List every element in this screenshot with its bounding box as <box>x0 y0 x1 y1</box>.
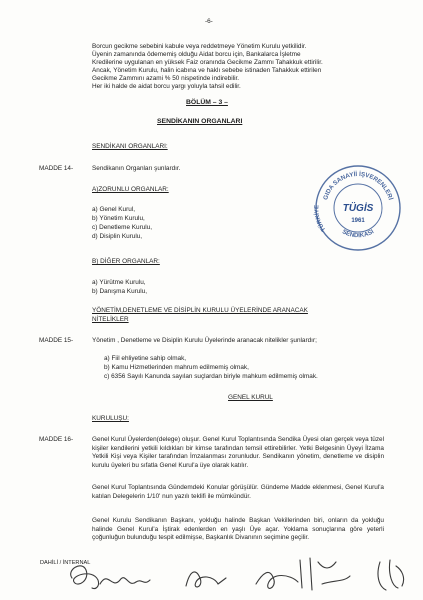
article-15-label: MADDE 15- <box>39 337 74 344</box>
board-qualifications-heading-cont: NİTELİKLER <box>92 316 129 323</box>
stamp-left-text: TÜRKİYE <box>314 204 328 233</box>
intro-line: Borcun gecikme sebebini kabule veya reddetmeye Yönetim Kurulu yetkilidir. <box>92 43 307 50</box>
article-16-paragraph-3: Genel Kurulu Sendikanın Başkanı, yokluğu halinde Başkan Vekillerinden biri, onların da yokluğu halinde Genel Kurul'a İştirak edenlerden en yaşlı Üye açar. Yoklama sonuçlarına göre yeterli çoğunluğun bulunduğu tespit edilmişse, Başkanlık Divanının seçimine geçilir. <box>92 517 384 542</box>
section-heading: BÖLÜM – 3 – <box>186 99 228 106</box>
stamp-center-text: TÜGİS <box>342 203 374 214</box>
list-item: c) 6356 Sayılı Kanunda sayılan suçlardan biriyle mahkum edilmemiş olmak. <box>104 373 318 380</box>
intro-line: Üyenin zamanında ödememiş olduğu Aidat borcu için, Bankalarca İşletme <box>92 51 301 58</box>
list-item: d) Disiplin Kurulu, <box>92 233 143 240</box>
article-14-label: MADDE 14- <box>39 165 74 172</box>
organization-stamp <box>312 162 404 254</box>
article-16-label: MADDE 16- <box>39 436 74 443</box>
list-item: a) Genel Kurul, <box>92 206 135 213</box>
list-item: b) Yönetim Kurulu, <box>92 215 145 222</box>
intro-line: Her iki halde de aidat borcu yargı yoluyla tahsil edilir. <box>92 83 241 90</box>
article-16-paragraph-2: Genel Kurul Toplantısında Gündemdeki Konular görüşülür. Gündeme Madde eklenmesi, Genel Kurul'a katılan Delegelerin 1/10' nun yazılı teklifi ile mümkündür. <box>92 484 384 500</box>
page-number: -6- <box>205 18 213 25</box>
signature-5 <box>300 558 350 590</box>
svg-text:GIDA SANAYİİ İŞVERENLERİ <box>322 171 394 201</box>
article-14-text: Sendikanın Organları şunlardır. <box>92 165 181 172</box>
signature-6 <box>378 560 404 590</box>
signature-2 <box>100 578 150 584</box>
signature-4 <box>256 572 298 588</box>
intro-line: Ancak, Yönetim Kurulu, halin icabına ve haklı sebebe istinaden Tahakkuk ettirilen <box>92 67 322 74</box>
article-15-text: Yönetim , Denetleme ve Disiplin Kurulu Üyelerinde aranacak nitelikler şunlardır; <box>92 337 317 344</box>
stamp-year: 1961 <box>351 218 365 224</box>
list-item: a) Yürütme Kurulu, <box>92 279 146 286</box>
general-assembly-heading: GENEL KURUL <box>228 394 273 401</box>
signature-3 <box>186 572 226 587</box>
svg-text:SENDİKASI <box>341 228 375 239</box>
stamp-top-text: GIDA SANAYİİ İŞVERENLERİ <box>322 170 394 201</box>
section-title: SENDİKANIN ORGANLARI <box>157 118 243 125</box>
list-item: b) Kamu Hizmetlerinden mahrum edilmemiş olmak, <box>104 364 249 371</box>
list-item: b) Danışma Kurulu, <box>92 288 148 295</box>
establishment-heading: KURULUŞU: <box>92 415 129 422</box>
signature-1 <box>71 566 99 589</box>
board-qualifications-heading: YÖNETİM,DENETLEME VE DİSİPLİN KURULU ÜYELERİNDE ARANACAK <box>92 307 308 314</box>
intro-line: Gecikme Zammını azami % 50 nispetinde indirebilir. <box>92 75 240 82</box>
article-16-paragraph-1: Genel Kurul Üyelerden(delege) oluşur. Genel Kurul Toplantısında Sendika Üyesi olan gerçek veya tüzel kişiler kendilerini yetkili kıldıkları bir kimse tarafından temsil ettirebilirler. Yetki Belgesinin Üyeyi İlzama Yetkili Kişi veya Kişiler tarafından İmzalanması zorunludur. Sendikanın yönetim, denetleme ve disiplin kurulu üyeleri bu sıfatla Genel Kurul'a üye olarak katılır. <box>92 436 384 469</box>
signatures-row <box>0 540 423 600</box>
other-organs-heading: B) DİĞER ORGANLAR: <box>92 258 160 265</box>
list-item: a) Fiil ehliyetine sahip olmak, <box>104 355 187 362</box>
footer-classification: DAHİLİ / İNTERNAL <box>40 560 91 566</box>
mandatory-organs-heading: A)ZORUNLU ORGANLAR: <box>92 186 169 193</box>
stamp-bottom-text: SENDİKASI <box>340 228 376 240</box>
organs-heading: SENDİKANI ORGANLARI: <box>92 143 168 150</box>
list-item: c) Denetleme Kurulu, <box>92 224 153 231</box>
intro-line: Kredilerine uygulanan en yüksek Faiz oranında Gecikme Zammı Tahakkuk ettirilir. <box>92 59 323 66</box>
